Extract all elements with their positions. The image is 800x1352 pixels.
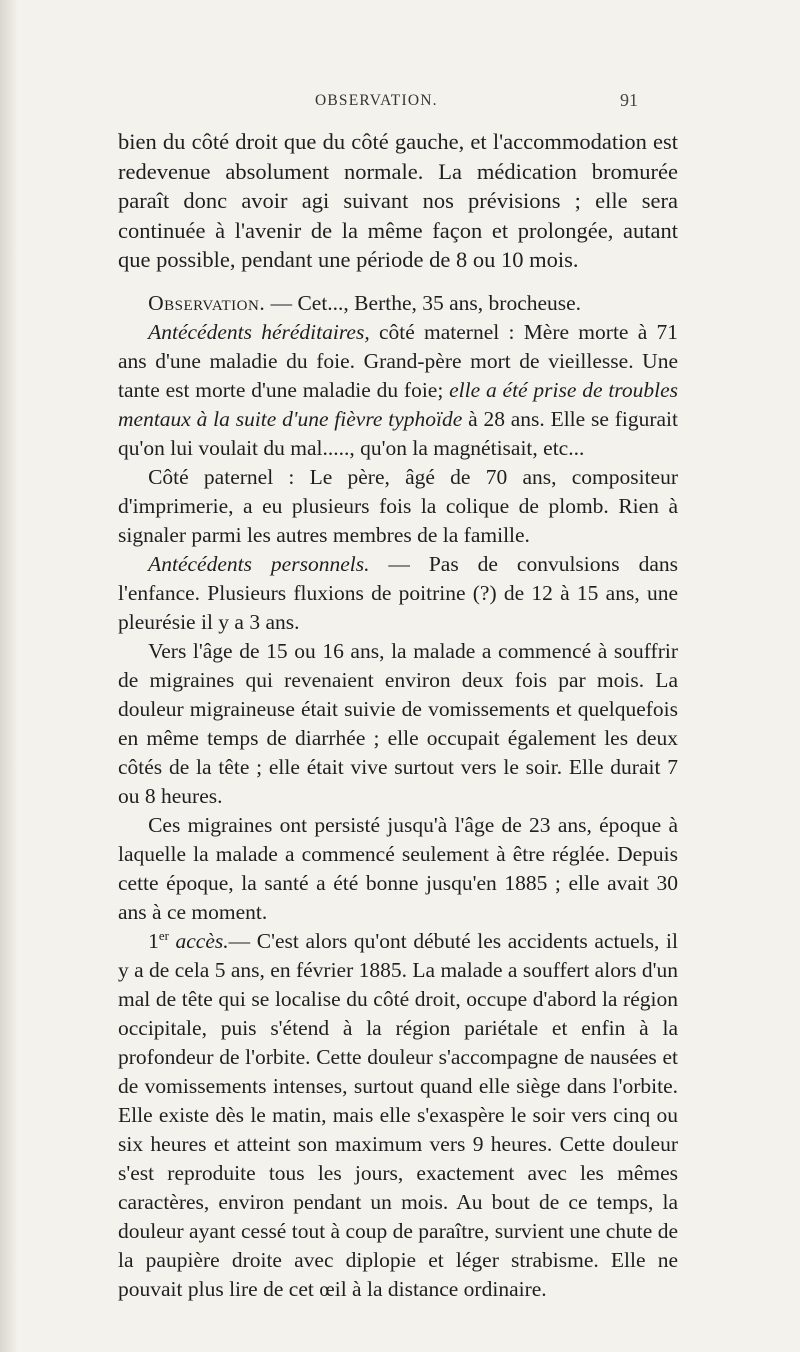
paragraph-migraines-persistence: Ces migraines ont persisté jusqu'à l'âge de 23 ans, époque à laquelle la malade a commencé seulement à être réglée. Depuis cette époque, la santé a été bonne jusqu'en 1885 ; elle avait 30 ans à ce moment.: [118, 812, 678, 924]
observation-subject: — Cet..., Berthe, 35 ans, brocheuse.: [265, 290, 582, 315]
running-head: OBSERVATION.: [315, 92, 438, 109]
page-number: 91: [620, 90, 638, 110]
first-attack-number: 1: [148, 928, 159, 953]
first-attack-label: accès.: [168, 928, 229, 953]
first-attack-superscript: er: [158, 928, 169, 943]
personal-history-label: Antécédents personnels.: [148, 551, 370, 576]
hereditary-text-a: côté maternel : Mère morte à 71 ans d'une maladie du foie. Grand-père mort de vieillesse. Une tante est morte d'une maladie du foie;: [118, 319, 678, 402]
paragraph-personal-history: [118, 550, 678, 637]
paragraph-continuation: bien du côté droit que du côté gauche, et l'accommodation est redevenue absolument normale. La médication bromurée paraît donc avoir agi suivant nos prévisions ; elle sera continuée à l'avenir de la même façon et prolongée, autant que possible, pendant une période de 8 ou 10 mois.: [118, 129, 678, 272]
personal-history-text: — Pas de convulsions dans l'enfance. Plusieurs fluxions de poitrine (?) de 12 à 15 ans, une pleurésie il y a 3 ans.: [118, 551, 678, 634]
paragraph-hereditary-history: [118, 318, 678, 463]
paragraph-migraines: Vers l'âge de 15 ou 16 ans, la malade a commencé à souffrir de migraines qui revenaient environ deux fois par mois. La douleur migraineuse était suivie de vomissements et quelquefois en même temps de diarrhée ; elle occupait également les deux côtés de la tête ; elle était vive surtout vers le soir. Elle durait 7 ou 8 heures.: [118, 638, 678, 808]
paragraph-first-attack: [118, 927, 678, 1304]
first-attack-text: — C'est alors qu'ont débuté les accidents actuels, il y a de cela 5 ans, en février 1885. La malade a souffert alors d'un mal de tête qui se localise du côté droit, occupe d'abord la région occipitale, puis s'étend à la région pariétale et enfin à la profondeur de l'orbite. Cette douleur s'accompagne de nausées et de vomissements intenses, surtout quand elle siège dans l'orbite. Elle existe dès le matin, mais elle s'exaspère le soir vers cinq ou six heures et atteint son maximum vers 9 heures. Cette douleur s'est reproduite tous les jours, exactement avec les mêmes caractères, environ pendant un mois. Au bout de ce temps, la douleur ayant cessé tout à coup de paraître, survient une chute de la paupière droite avec diplopie et léger strabisme. Elle ne pouvait plus lire de cet œil à la distance ordinaire.: [118, 928, 678, 1301]
page-header: [0, 92, 800, 116]
paragraph-observation: [118, 289, 678, 318]
body-text: [118, 127, 678, 1304]
observation-label: Observation.: [148, 290, 266, 315]
hereditary-label: Antécédents héréditaires,: [148, 319, 370, 344]
page-gutter-shadow: [0, 0, 18, 1352]
hereditary-emphasis: elle a été prise de troubles mentaux à la suite d'une fièvre typhoïde: [118, 377, 678, 431]
paragraph-paternal-side: Côté paternel : Le père, âgé de 70 ans, compositeur d'imprimerie, a eu plusieurs fois la colique de plomb. Rien à signaler parmi les autres membres de la famille.: [118, 464, 678, 547]
hereditary-text-b: à 28 ans. Elle se figurait qu'on lui voulait du mal....., qu'on la magnétisait, etc...: [118, 406, 678, 460]
